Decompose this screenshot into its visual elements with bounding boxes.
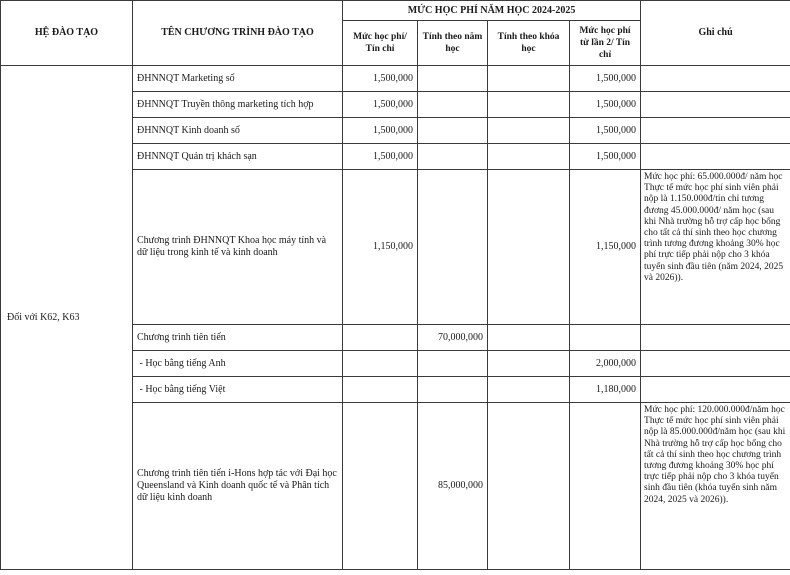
header-row bbox=[1, 1, 790, 21]
group-label: Đối với K62, K63 bbox=[1, 66, 133, 570]
ghi-chu bbox=[641, 118, 790, 144]
fee-nam-hoc bbox=[418, 170, 488, 325]
header-ghi-chu: Ghi chú bbox=[641, 1, 790, 66]
fee-nam-hoc: 85,000,000 bbox=[418, 403, 488, 570]
program-name: ĐHNNQT Marketing số bbox=[133, 66, 343, 92]
ghi-chu bbox=[641, 66, 790, 92]
fee-khoa-hoc bbox=[488, 377, 570, 403]
program-name: Chương trình ĐHNNQT Khoa học máy tính và dữ liệu trong kinh tế và kinh doanh bbox=[133, 170, 343, 325]
fee-khoa-hoc bbox=[488, 118, 570, 144]
fee-tin-chi: 1,500,000 bbox=[343, 92, 418, 118]
fee-nam-hoc bbox=[418, 66, 488, 92]
ghi-chu bbox=[641, 325, 790, 351]
fee-nam-hoc bbox=[418, 144, 488, 170]
ghi-chu bbox=[641, 144, 790, 170]
fee-lan2: 2,000,000 bbox=[570, 351, 641, 377]
program-name: ĐHNNQT Kinh doanh số bbox=[133, 118, 343, 144]
fee-lan2 bbox=[570, 403, 641, 570]
program-name: Chương trình tiên tiến i-Hons hợp tác với Đại học Queensland và Kinh doanh quốc tế và Phân tích dữ liệu kinh doanh bbox=[133, 403, 343, 570]
fee-lan2 bbox=[570, 325, 641, 351]
fee-tin-chi: 1,500,000 bbox=[343, 144, 418, 170]
ghi-chu: Mức học phí: 65.000.000đ/ năm học Thực tế mức học phí sinh viên phải nộp là 1.150.000đ/tín chỉ tương đương 45.000.000đ/ năm học (sau khi Nhà trường hỗ trợ cấp học bổng cho tất cả thí sinh theo học chương trình tương đương khoảng 30% học phí trực tiếp phải nộp cho 3 khóa tuyển sinh đầu tiên (năm 2024, 2025 và 2026)). bbox=[641, 170, 790, 325]
program-name: ĐHNNQT Quản trị khách sạn bbox=[133, 144, 343, 170]
fee-tin-chi: 1,150,000 bbox=[343, 170, 418, 325]
fee-tin-chi bbox=[343, 351, 418, 377]
ghi-chu bbox=[641, 92, 790, 118]
fee-lan2: 1,500,000 bbox=[570, 144, 641, 170]
program-name: Chương trình tiên tiến bbox=[133, 325, 343, 351]
program-name: - Học bằng tiếng Việt bbox=[133, 377, 343, 403]
fee-nam-hoc bbox=[418, 118, 488, 144]
subheader-lan2: Mức học phí từ lần 2/ Tín chỉ bbox=[570, 21, 641, 66]
fee-khoa-hoc bbox=[488, 403, 570, 570]
ghi-chu bbox=[641, 377, 790, 403]
fee-nam-hoc bbox=[418, 92, 488, 118]
program-name: ĐHNNQT Truyền thông marketing tích hợp bbox=[133, 92, 343, 118]
fee-khoa-hoc bbox=[488, 66, 570, 92]
subheader-nam-hoc: Tính theo năm học bbox=[418, 21, 488, 66]
fee-khoa-hoc bbox=[488, 351, 570, 377]
fee-lan2: 1,500,000 bbox=[570, 92, 641, 118]
subheader-khoa-hoc: Tính theo khóa học bbox=[488, 21, 570, 66]
fee-nam-hoc bbox=[418, 377, 488, 403]
fee-tin-chi bbox=[343, 377, 418, 403]
fee-khoa-hoc bbox=[488, 144, 570, 170]
fee-lan2: 1,180,000 bbox=[570, 377, 641, 403]
table-row bbox=[1, 66, 790, 92]
fee-khoa-hoc bbox=[488, 325, 570, 351]
header-ten-chuong-trinh: TÊN CHƯƠNG TRÌNH ĐÀO TẠO bbox=[133, 1, 343, 66]
fee-tin-chi bbox=[343, 403, 418, 570]
ghi-chu bbox=[641, 351, 790, 377]
ghi-chu: Mức học phí: 120.000.000đ/năm học Thực tế mức học phí sinh viên phải nộp là 85.000.000đ/năm học (sau khi Nhà trường hỗ trợ cấp học bổng cho tất cả thí sinh theo học chương trình tương đương khoảng 30% học phí trực tiếp phải nộp cho 3 khóa tuyển sinh đầu tiên (khóa tuyển sinh năm 2024, 2025 và 2026)). bbox=[641, 403, 790, 570]
fee-lan2: 1,500,000 bbox=[570, 66, 641, 92]
fee-tin-chi: 1,500,000 bbox=[343, 66, 418, 92]
fee-tin-chi: 1,500,000 bbox=[343, 118, 418, 144]
fee-lan2: 1,500,000 bbox=[570, 118, 641, 144]
fee-nam-hoc bbox=[418, 351, 488, 377]
program-name: - Học bằng tiếng Anh bbox=[133, 351, 343, 377]
header-he-dao-tao: HỆ ĐÀO TẠO bbox=[1, 1, 133, 66]
subheader-tin-chi: Mức học phí/ Tín chỉ bbox=[343, 21, 418, 66]
fee-nam-hoc: 70,000,000 bbox=[418, 325, 488, 351]
fee-khoa-hoc bbox=[488, 170, 570, 325]
fee-lan2: 1,150,000 bbox=[570, 170, 641, 325]
header-muc-hoc-phi: MỨC HỌC PHÍ NĂM HỌC 2024-2025 bbox=[343, 1, 641, 21]
fee-khoa-hoc bbox=[488, 92, 570, 118]
fee-tin-chi bbox=[343, 325, 418, 351]
